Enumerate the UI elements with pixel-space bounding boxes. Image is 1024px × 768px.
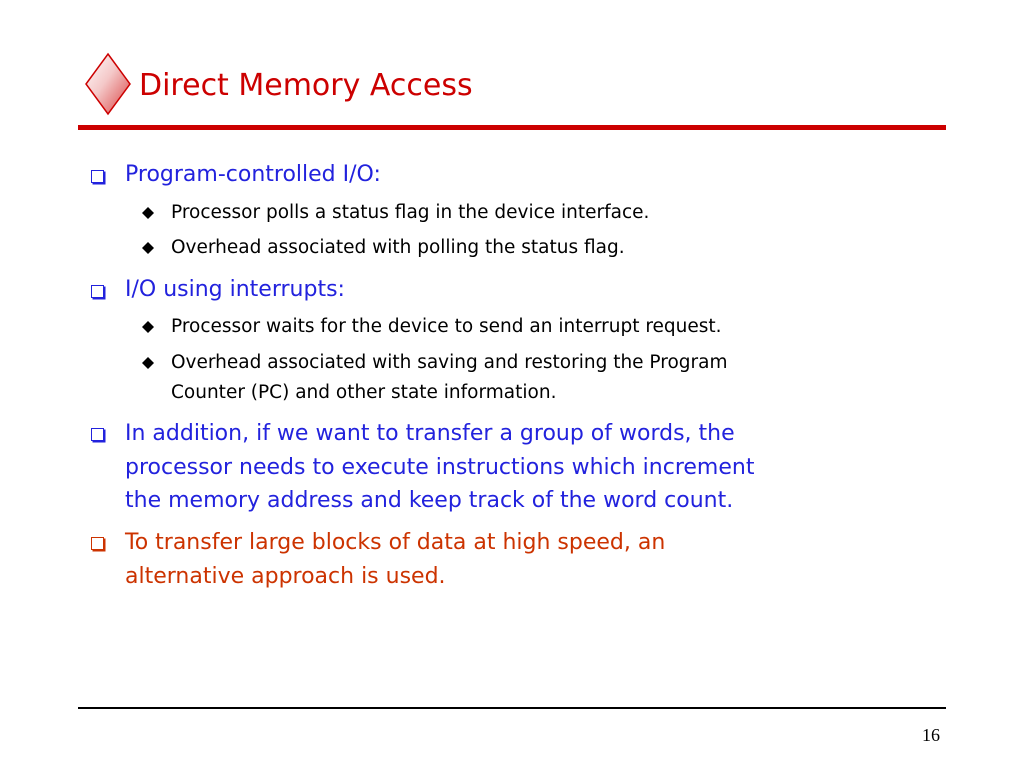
square-bullet-icon [91, 285, 104, 298]
square-bullet-icon [91, 170, 104, 183]
diamond-bullet-icon [142, 207, 154, 219]
bullet-group-of-words-line-3: the memory address and keep track of the word count. [125, 488, 734, 513]
diamond-bullet-icon [142, 357, 154, 369]
bullet-large-blocks-line-1: To transfer large blocks of data at high speed, an [125, 530, 666, 555]
bullet-program-controlled-io: Program-controlled I/O: [125, 162, 381, 187]
bullet-group-of-words-line-1: In addition, if we want to transfer a group of words, the [125, 421, 735, 446]
bullet-large-blocks-line-2: alternative approach is used. [125, 564, 446, 589]
square-bullet-icon [91, 428, 104, 441]
diamond-bullet-icon [142, 321, 154, 333]
sub-bullet-polling-overhead: Overhead associated with polling the status flag. [171, 237, 625, 258]
footer-divider [78, 707, 946, 709]
sub-bullet-waits-for-interrupt: Processor waits for the device to send an interrupt request. [171, 316, 722, 337]
sub-bullet-saving-restoring-line-2: Counter (PC) and other state information. [171, 382, 557, 403]
bullet-group-of-words-line-2: processor needs to execute instructions which increment [125, 455, 755, 480]
square-bullet-icon [91, 537, 104, 550]
slide-title: Direct Memory Access [139, 68, 473, 103]
sub-bullet-saving-restoring-line-1: Overhead associated with saving and restoring the Program [171, 352, 728, 373]
bullet-io-using-interrupts: I/O using interrupts: [125, 277, 345, 302]
diamond-bullet-icon [142, 242, 154, 254]
page-number: 16 [922, 725, 940, 745]
sub-bullet-polls-status-flag: Processor polls a status flag in the device interface. [171, 202, 650, 223]
